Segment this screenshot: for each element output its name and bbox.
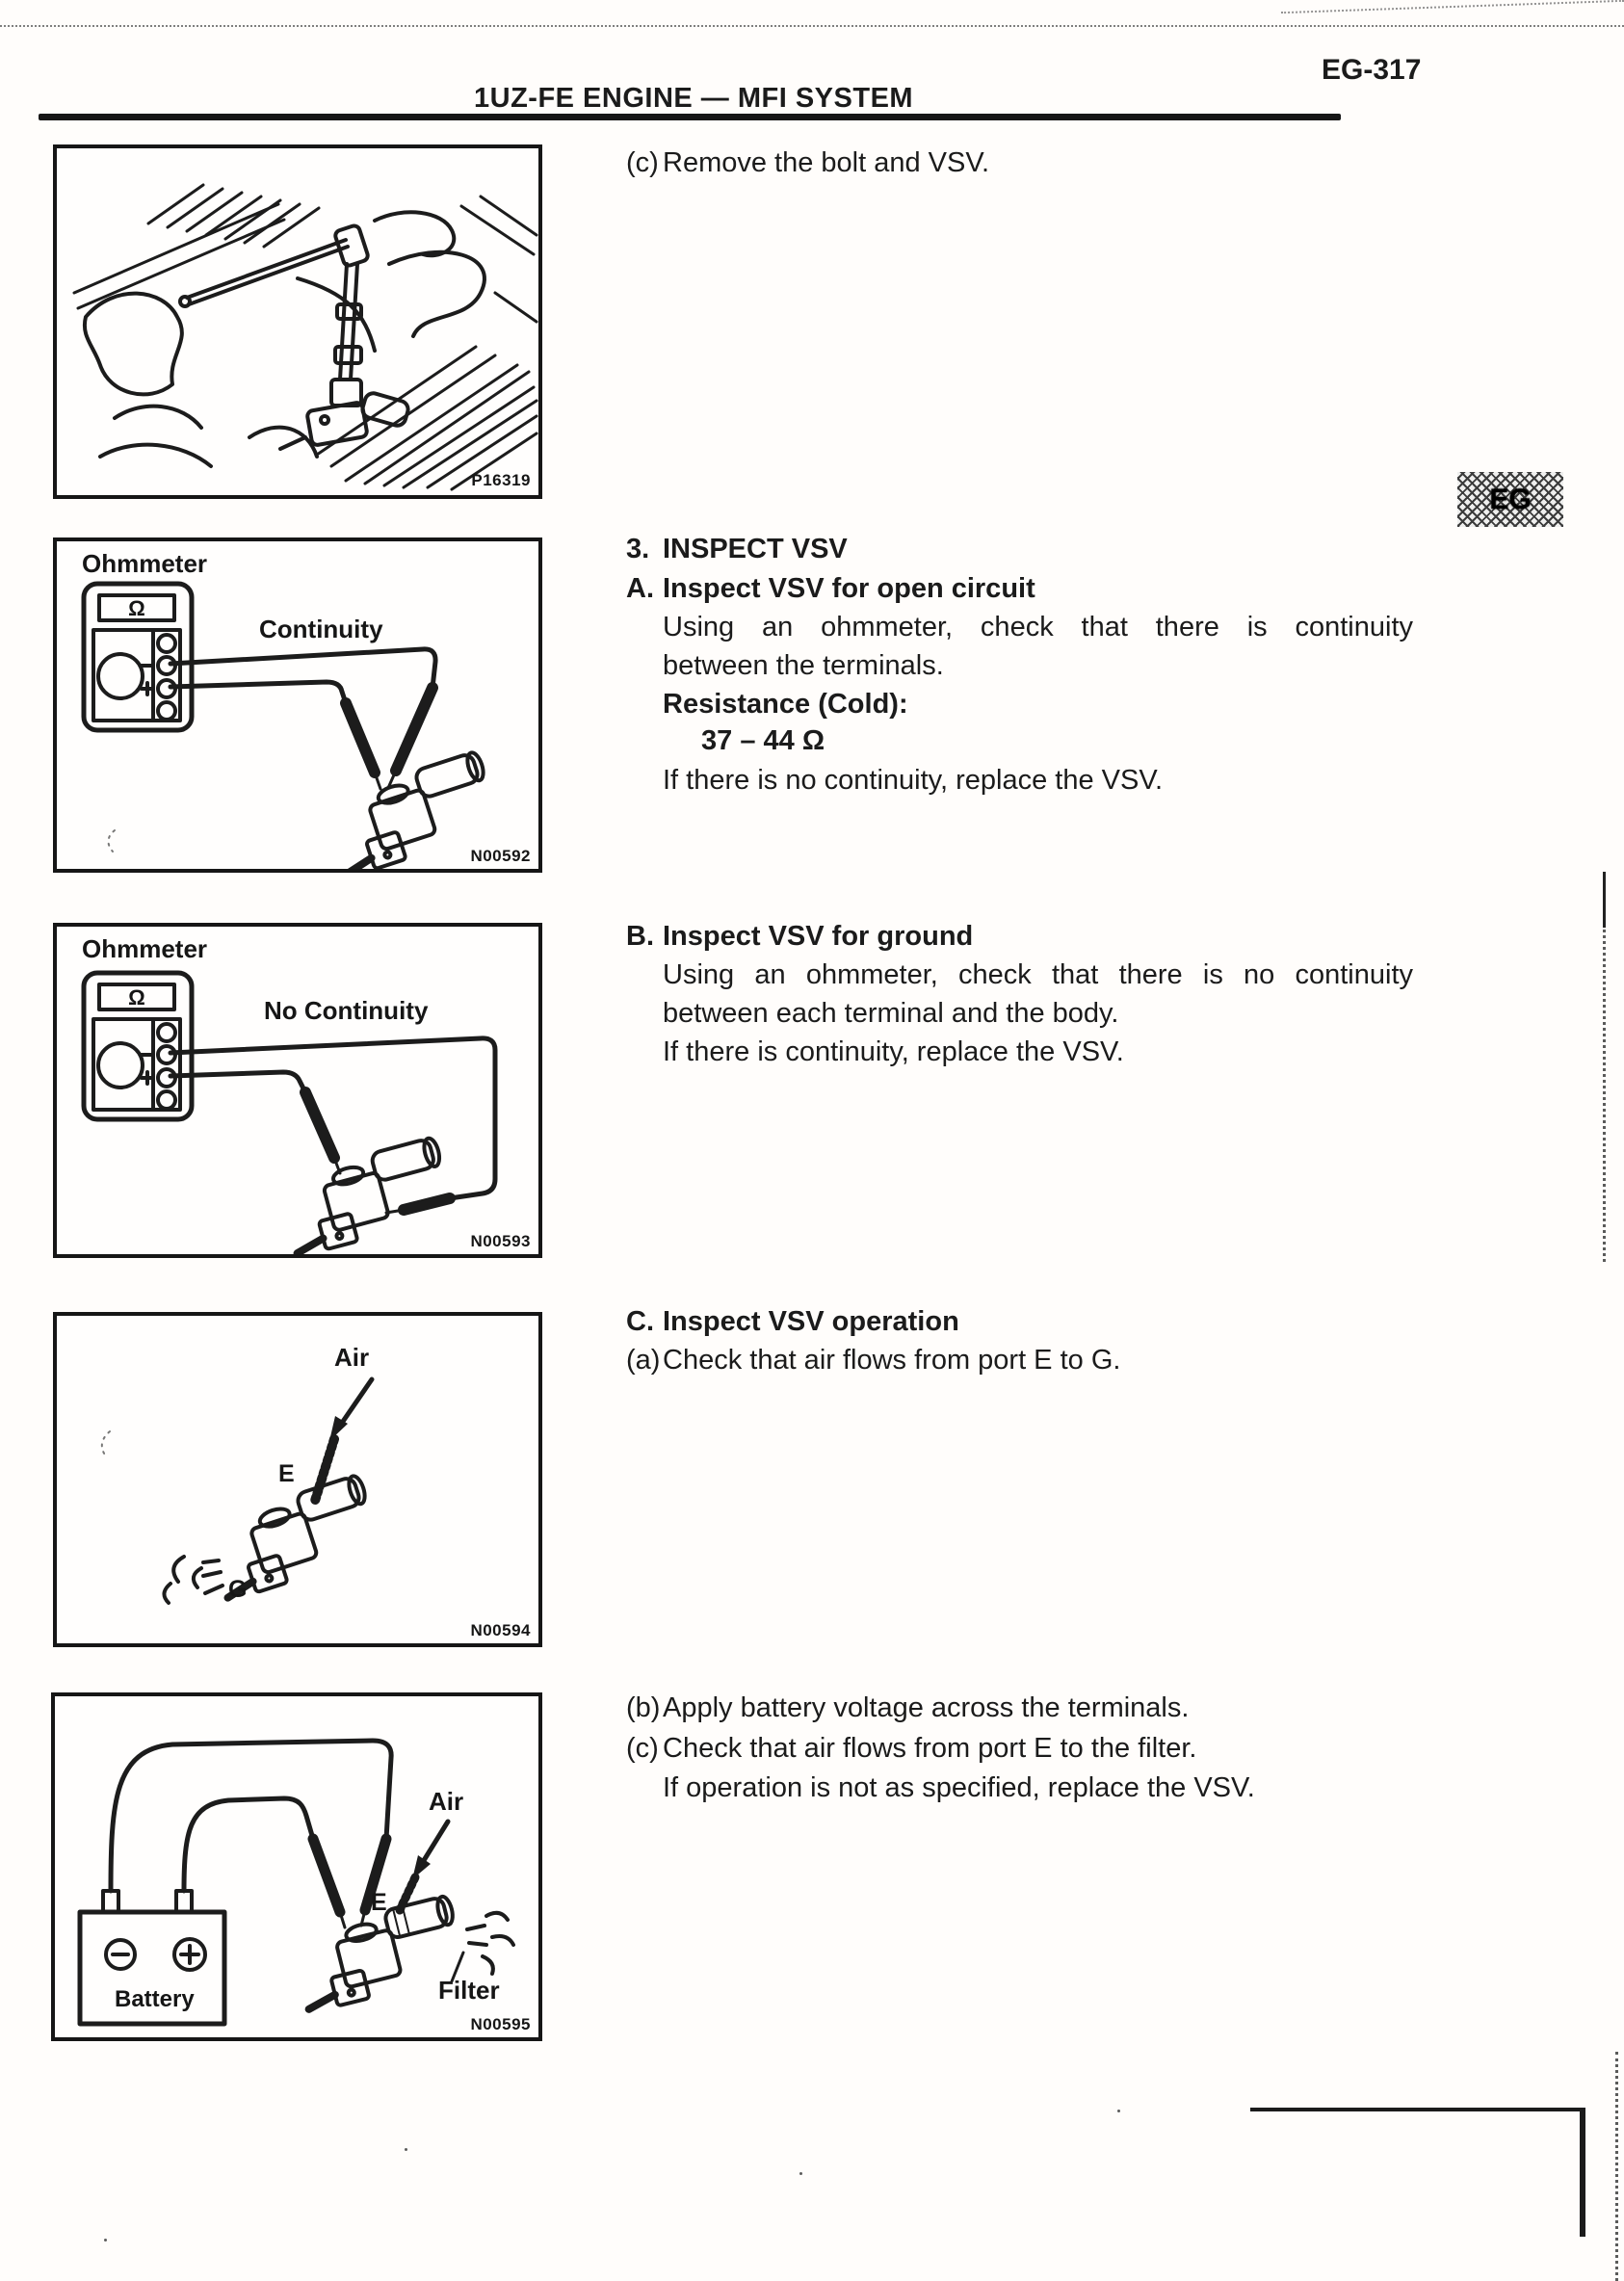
air-label: Air [429,1787,464,1816]
section-title: Inspect VSV for ground [663,921,974,952]
step-text: Remove the bolt and VSV. [663,147,990,178]
step-marker: (a) [626,1345,661,1376]
step-text: Apply battery voltage across the terminals. [663,1692,1190,1723]
no-continuity-label: No Continuity [264,996,429,1025]
header-rule [39,114,1341,120]
ohmmeter-label: Ohmmeter [82,549,208,578]
section-title: Inspect VSV operation [663,1306,959,1337]
scan-artifact-right-edge-dots [1603,930,1606,1262]
heading-inspect-vsv [626,533,1426,565]
section-tab-eg [1457,472,1563,527]
step-text: Check that air flows from port E to G. [663,1345,1121,1376]
battery-test-illustration [55,1696,538,2037]
port-e-label: E [278,1460,295,1487]
step-c-a [626,1344,1426,1376]
figure-code: N00594 [470,1621,531,1639]
heading-text: INSPECT VSV [663,534,848,564]
port-e-label: E [371,1889,387,1916]
air-label: Air [334,1343,370,1372]
scan-artifact-corner-rule-horizontal [1250,2108,1585,2111]
ground-test-illustration [57,927,538,1254]
omega-display: Ω [128,596,145,620]
figure-code: N00595 [470,2015,531,2033]
section-title: Inspect VSV for open circuit [663,573,1035,604]
scan-dotted-arc [102,1431,110,1456]
section-b-body-line1: Using an ohmmeter, check that there is no continuity [663,959,1413,990]
section-a-body-line2: between the terminals. [663,650,944,681]
section-a-body-line1: Using an ohmmeter, check that there is continuity [663,612,1413,642]
spec-label: Resistance (Cold): [663,689,908,720]
test-leads [170,1038,495,1213]
engine-bay-illustration [57,148,538,495]
step-marker: (c) [626,147,659,178]
scan-speck [799,2172,802,2175]
section-b-note: If there is continuity, replace the VSV. [663,1036,1124,1067]
figure-code: N00592 [470,847,531,865]
ohmmeter-label: Ohmmeter [82,934,208,963]
battery-icon [80,1891,224,2024]
heading-section-b [626,920,1426,953]
air-arrow-icon [315,1379,372,1501]
page-number: EG-317 [1322,54,1422,86]
figure-vsv-continuity [53,537,542,873]
heading-section-c [626,1305,1426,1338]
test-leads [170,649,435,789]
scan-artifact-right-edge-line [1603,872,1606,928]
test-leads [111,1741,391,1927]
vsv-valve [277,1137,456,1254]
page-title: 1UZ-FE ENGINE — MFI SYSTEM [474,83,914,114]
figure-vsv-airflow [53,1312,542,1647]
figure-code: P16319 [471,471,531,489]
airflow-test-illustration [57,1316,538,1643]
section-a-note: If there is no continuity, replace the VSV. [663,765,1164,796]
section-marker: A. [626,573,654,604]
section-c-note: If operation is not as specified, replace the VSV. [663,1772,1255,1803]
scan-artifact-bottom-right-edge-dots [1615,2052,1618,2281]
step-marker: (c) [626,1733,659,1764]
figure-remove-vsv [53,144,542,499]
scan-speck [104,2239,107,2242]
heading-number: 3. [626,534,650,564]
scan-artifact-top-dotted-line [0,25,1624,27]
scan-speck [1117,2110,1120,2112]
figure-code: N00593 [470,1232,531,1250]
heading-section-a [626,572,1426,605]
step-c-b [626,1691,1426,1724]
battery-label: Battery [115,1986,195,2012]
section-marker: C. [626,1306,654,1337]
section-tab-label: EG [1489,483,1532,515]
ohmmeter-icon [84,973,192,1119]
scan-dotted-arc [108,830,115,852]
ohmmeter-icon [84,584,192,730]
spec-value: 37 – 44 Ω [701,725,825,756]
step-marker: (b) [626,1692,661,1723]
continuity-label: Continuity [259,615,383,643]
step-remove-vsv [626,146,1426,179]
air-puffs-icon [467,1913,513,1974]
filter-label: Filter [438,1976,500,2005]
scan-artifact-top-right-dotted-line [1281,0,1624,13]
step-c-c [626,1732,1426,1765]
step-text: Check that air flows from port E to the filter. [663,1733,1197,1764]
figure-vsv-ground [53,923,542,1258]
omega-display: Ω [128,985,145,1009]
air-puffs-icon [164,1557,223,1603]
section-marker: B. [626,921,654,952]
port-g-label: G [228,1576,248,1603]
continuity-test-illustration [57,541,538,869]
scan-artifact-corner-rule-vertical [1580,2108,1585,2237]
section-b-body-line2: between each terminal and the body. [663,998,1119,1029]
scan-speck [405,2148,407,2151]
figure-vsv-battery-test [51,1692,542,2041]
